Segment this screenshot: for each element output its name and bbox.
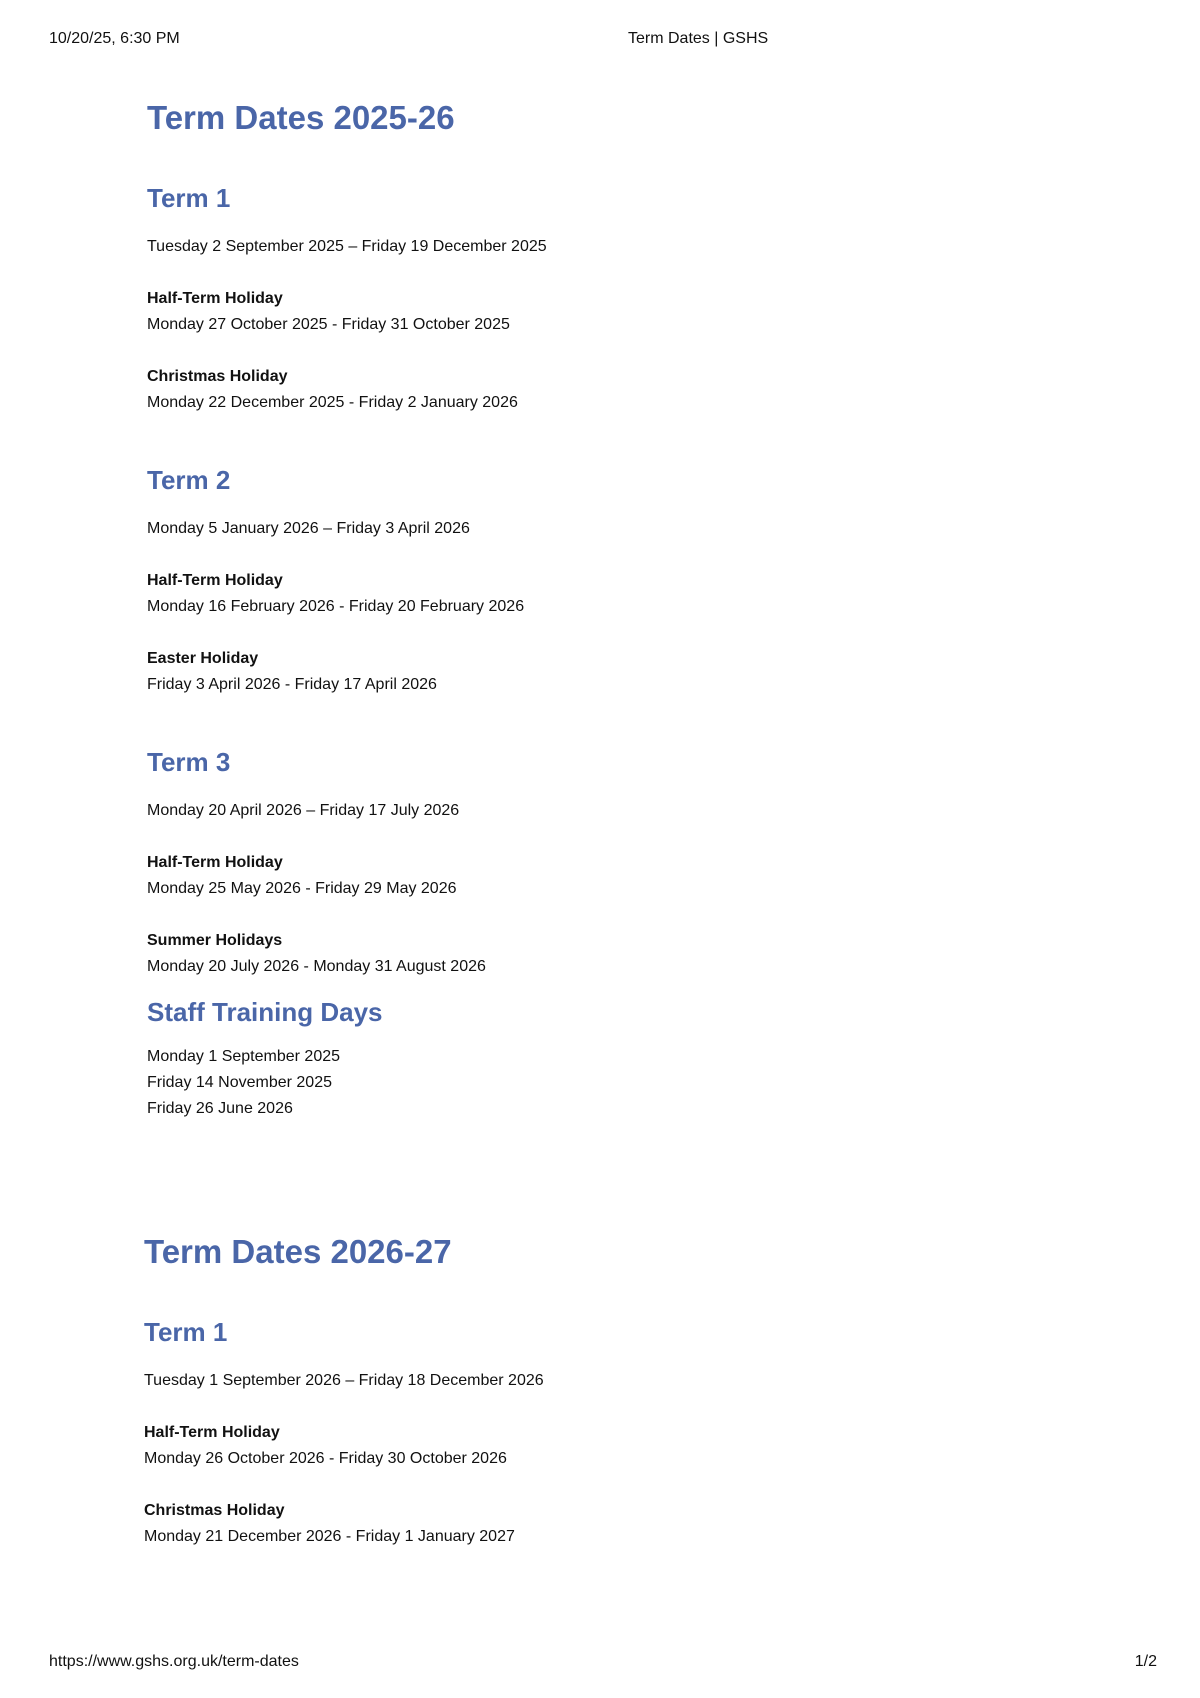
term1-half-term-label: Half-Term Holiday bbox=[147, 290, 283, 307]
staff-training-day: Friday 26 June 2026 bbox=[147, 1100, 293, 1117]
term1-holiday-dates: Monday 22 December 2025 - Friday 2 January 2026 bbox=[147, 394, 518, 411]
print-header-datetime: 10/20/25, 6:30 PM bbox=[49, 30, 180, 47]
term2-holiday-label: Easter Holiday bbox=[147, 650, 259, 667]
print-footer-page-number: 1/2 bbox=[1134, 1653, 1157, 1670]
term2-half-term-label: Half-Term Holiday bbox=[147, 572, 283, 589]
print-header-title: Term Dates | GSHS bbox=[628, 30, 769, 47]
year-title-2025-26: Term Dates 2025-26 bbox=[147, 99, 455, 136]
term3-half-term-dates: Monday 25 May 2026 - Friday 29 May 2026 bbox=[147, 880, 457, 897]
year-title-2026-27: Term Dates 2026-27 bbox=[144, 1233, 452, 1270]
term1-dates: Tuesday 1 September 2026 – Friday 18 December 2026 bbox=[144, 1372, 544, 1389]
term1-half-term-dates: Monday 26 October 2026 - Friday 30 October 2026 bbox=[144, 1450, 507, 1467]
term-dates-2026-27-section bbox=[144, 1228, 544, 1550]
term-dates-2025-26-section bbox=[147, 94, 547, 1122]
staff-training-heading: Staff Training Days bbox=[147, 997, 383, 1027]
term2-heading: Term 2 bbox=[147, 465, 231, 495]
term1-dates: Tuesday 2 September 2025 – Friday 19 December 2025 bbox=[147, 238, 547, 255]
term3-half-term-label: Half-Term Holiday bbox=[147, 854, 283, 871]
term1-half-term-label: Half-Term Holiday bbox=[144, 1424, 280, 1441]
staff-training-list bbox=[147, 1044, 547, 1122]
staff-training-day: Monday 1 September 2025 bbox=[147, 1048, 341, 1065]
term1-half-term-dates: Monday 27 October 2025 - Friday 31 October 2025 bbox=[147, 316, 510, 333]
term3-dates: Monday 20 April 2026 – Friday 17 July 2026 bbox=[147, 802, 460, 819]
term1-holiday-label: Christmas Holiday bbox=[144, 1502, 285, 1519]
term2-half-term-dates: Monday 16 February 2026 - Friday 20 February 2026 bbox=[147, 598, 525, 615]
term3-holiday-label: Summer Holidays bbox=[147, 932, 283, 949]
term2-holiday-dates: Friday 3 April 2026 - Friday 17 April 2026 bbox=[147, 676, 437, 693]
term3-heading: Term 3 bbox=[147, 747, 231, 777]
term1-heading: Term 1 bbox=[147, 183, 231, 213]
term1-holiday-label: Christmas Holiday bbox=[147, 368, 288, 385]
print-footer-url: https://www.gshs.org.uk/term-dates bbox=[49, 1653, 299, 1670]
term1-holiday-dates: Monday 21 December 2026 - Friday 1 January 2027 bbox=[144, 1528, 515, 1545]
term1-heading: Term 1 bbox=[144, 1317, 228, 1347]
staff-training-day: Friday 14 November 2025 bbox=[147, 1074, 332, 1091]
term2-dates: Monday 5 January 2026 – Friday 3 April 2026 bbox=[147, 520, 470, 537]
term3-holiday-dates: Monday 20 July 2026 - Monday 31 August 2026 bbox=[147, 958, 486, 975]
